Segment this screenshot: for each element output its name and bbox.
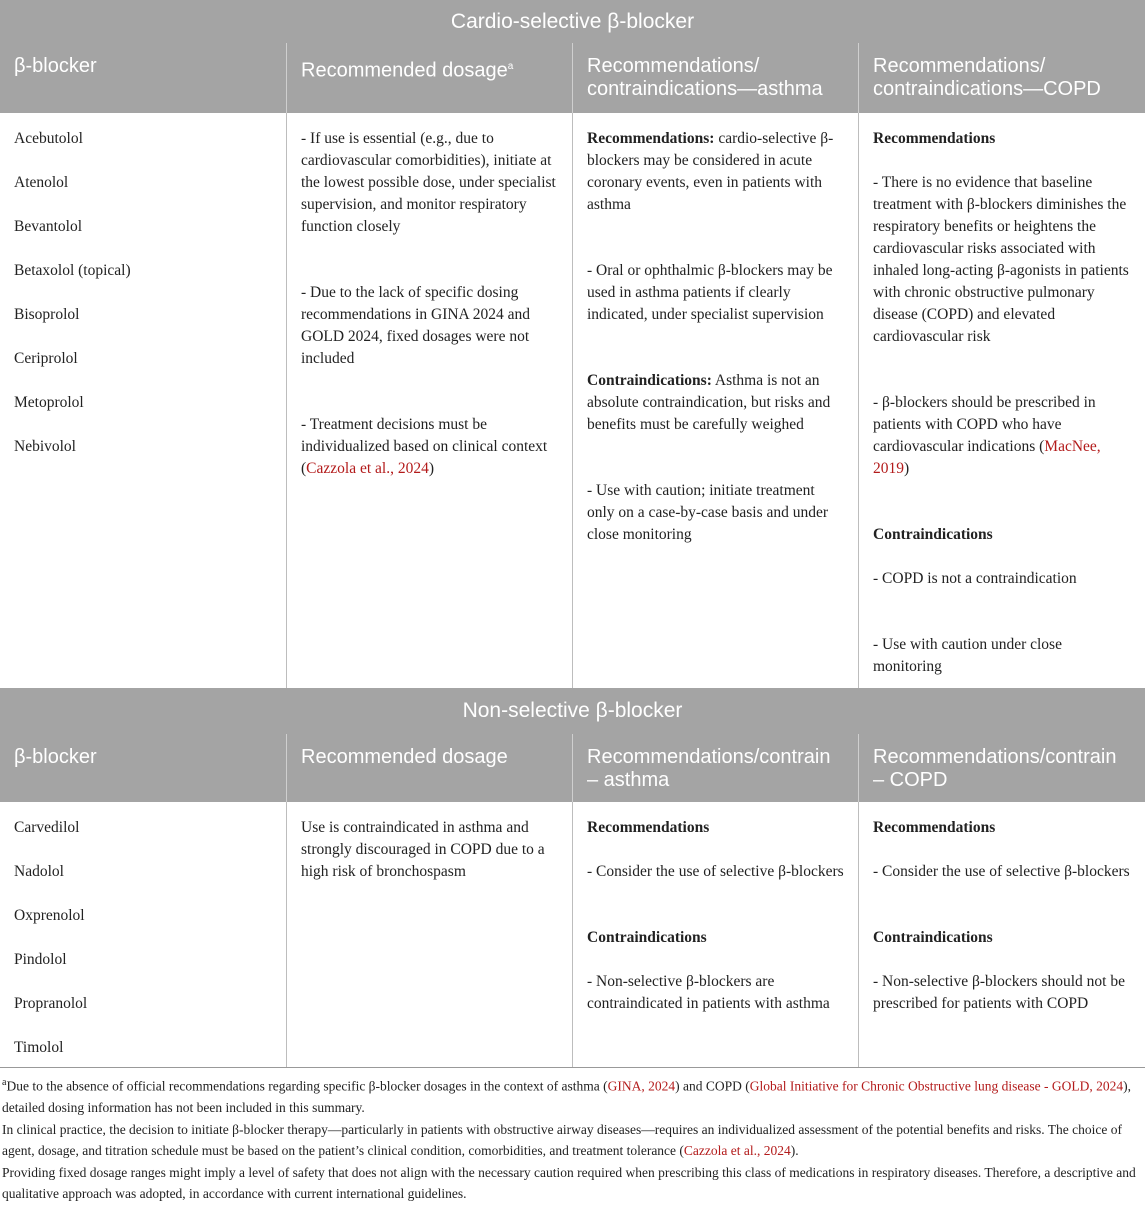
header-asthma: Recommendations/contrain – asthma	[573, 734, 859, 802]
asthma-paragraph: - Use with caution; initiate treatment only on a case-by-case basis and under close monitoring	[587, 482, 829, 543]
asthma-contraindication: Contraindications: Asthma is not an absolute contraindication, but risks and benefits must be carefully weighed	[587, 372, 831, 433]
dosage-cell-cardio	[287, 113, 573, 688]
copd-cell-cardio	[859, 113, 1145, 688]
reference-link[interactable]: Cazzola et al., 2024	[683, 1143, 791, 1158]
header-row-cardio	[0, 43, 1145, 113]
reference-link[interactable]: Cazzola et al., 2024	[306, 460, 429, 477]
dosage-cell-nonselective	[287, 802, 573, 1067]
drug-item: Nadolol	[14, 863, 64, 880]
header-dosage: Recommended dosage	[287, 734, 573, 802]
asthma-contra-label: Contraindications	[587, 929, 707, 946]
footnote-paragraph: Providing fixed dosage ranges might imply a level of safety that does not align with the necessary caution required when prescribing this class of medications in respiratory diseases. Therefore, a descriptive and qualitative approach was adopted, in accordance with current international guidelines.	[2, 1164, 1136, 1201]
dosage-paragraph: - Treatment decisions must be individualized based on clinical context (Cazzola et al., 2024)	[301, 416, 548, 477]
dosage-paragraph: Use is contraindicated in asthma and strongly discouraged in COPD due to a high risk of bronchospasm	[301, 819, 545, 880]
drug-item: Nebivolol	[14, 438, 76, 455]
footnote-a: $^a$Due to the absence of official recommendations regarding specific β-blocker dosages in the context of asthma (GINA, 2024) and COPD (Global Initiative for Chronic Obstructive lung disease - GOLD, 2024), detailed dosing information has not been included in this summary.	[2, 1077, 1132, 1115]
drug-item: Timolol	[14, 1039, 64, 1056]
header-copd: Recommendations/ contraindications—COPD	[873, 55, 1101, 100]
drug-item: Propranolol	[14, 995, 88, 1012]
dosage-paragraph: - If use is essential (e.g., due to cardiovascular comorbidities), initiate at the lowest possible dose, under specialist supervision, and monitor respiratory function closely	[301, 130, 556, 235]
header-dosage: Recommended dosage$^a$	[287, 43, 573, 113]
drug-item: Ceriprolol	[14, 350, 78, 367]
drug-item: Acebutolol	[14, 130, 83, 147]
asthma-paragraph: - Non-selective β-blockers are contraindicated in patients with asthma	[587, 973, 830, 1012]
copd-rec-label: Recommendations	[873, 819, 996, 836]
drug-list-nonselective	[0, 802, 287, 1067]
reference-link[interactable]: MacNee, 2019	[873, 438, 1101, 477]
copd-paragraph: - There is no evidence that baseline treatment with β-blockers diminishes the respiratory benefits or heightens the cardiovascular risks associated with inhaled long-acting β-agonists in patients with chronic obstructive pulmonary disease (COPD) and elevated cardiovascular risk	[873, 174, 1129, 345]
drug-item: Atenolol	[14, 174, 69, 191]
footnote-paragraph: In clinical practice, the decision to initiate β-blocker therapy—particularly in patients with obstructive airway diseases—requires an individualized assessment of the potential benefits and risks. The choice of agent, dosage, and titration schedule must be based on the patient’s clinical condition, comorbidities, and treatment tolerance (Cazzola et al., 2024).	[2, 1121, 1123, 1158]
drug-item: Bisoprolol	[14, 306, 80, 323]
copd-cell-nonselective	[859, 802, 1145, 1067]
asthma-paragraph: - Consider the use of selective β-blockers	[587, 863, 844, 880]
body-row-cardio	[0, 113, 1145, 689]
header-asthma: Recommendations/ contraindications—asthma	[573, 43, 859, 113]
drug-item: Metoprolol	[14, 394, 84, 411]
drug-item: Pindolol	[14, 951, 67, 968]
table-footnotes	[0, 1072, 1145, 1205]
asthma-recommendation: Recommendations: cardio-selective β-blockers may be considered in acute coronary events, even in patients with asthma	[587, 130, 834, 213]
drug-item: Bevantolol	[14, 218, 83, 235]
asthma-rec-label: Recommendations	[587, 819, 710, 836]
section-title-cardio: Cardio-selective β-blocker	[0, 0, 1145, 44]
copd-paragraph: - Non-selective β-blockers should not be prescribed for patients with COPD	[873, 973, 1125, 1012]
header-beta-blocker: β-blocker	[0, 734, 287, 802]
asthma-cell-nonselective	[573, 802, 859, 1067]
copd-contra-label: Contraindications	[873, 526, 993, 543]
body-row-nonselective	[0, 802, 1145, 1068]
reference-link[interactable]: GINA, 2024	[607, 1078, 676, 1094]
drug-item: Betaxolol (topical)	[14, 262, 131, 279]
header-beta-blocker: β-blocker	[0, 43, 287, 113]
copd-contra-label: Contraindications	[873, 929, 993, 946]
dosage-paragraph: - Due to the lack of specific dosing recommendations in GINA 2024 and GOLD 2024, fixed dosages were not included	[301, 284, 531, 367]
section-title-nonselective: Non-selective β-blocker	[0, 688, 1145, 735]
copd-paragraph: - COPD is not a contraindication	[873, 570, 1077, 587]
copd-paragraph: - β-blockers should be prescribed in patients with COPD who have cardiovascular indications (MacNee, 2019)	[873, 394, 1101, 477]
header-row-nonselective	[0, 734, 1145, 802]
copd-paragraph: - Use with caution under close monitoring	[873, 636, 1062, 675]
asthma-paragraph: - Oral or ophthalmic β-blockers may be used in asthma patients if clearly indicated, under specialist supervision	[587, 262, 833, 323]
drug-list-cardio	[0, 113, 287, 688]
drug-item: Oxprenolol	[14, 907, 85, 924]
copd-paragraph: - Consider the use of selective β-blockers	[873, 863, 1130, 880]
reference-link[interactable]: Global Initiative for Chronic Obstructive lung disease - GOLD, 2024	[749, 1078, 1124, 1094]
drug-item: Carvedilol	[14, 819, 80, 836]
copd-rec-label: Recommendations	[873, 130, 996, 147]
asthma-cell-cardio	[573, 113, 859, 688]
header-copd: Recommendations/contrain – COPD	[873, 746, 1117, 791]
